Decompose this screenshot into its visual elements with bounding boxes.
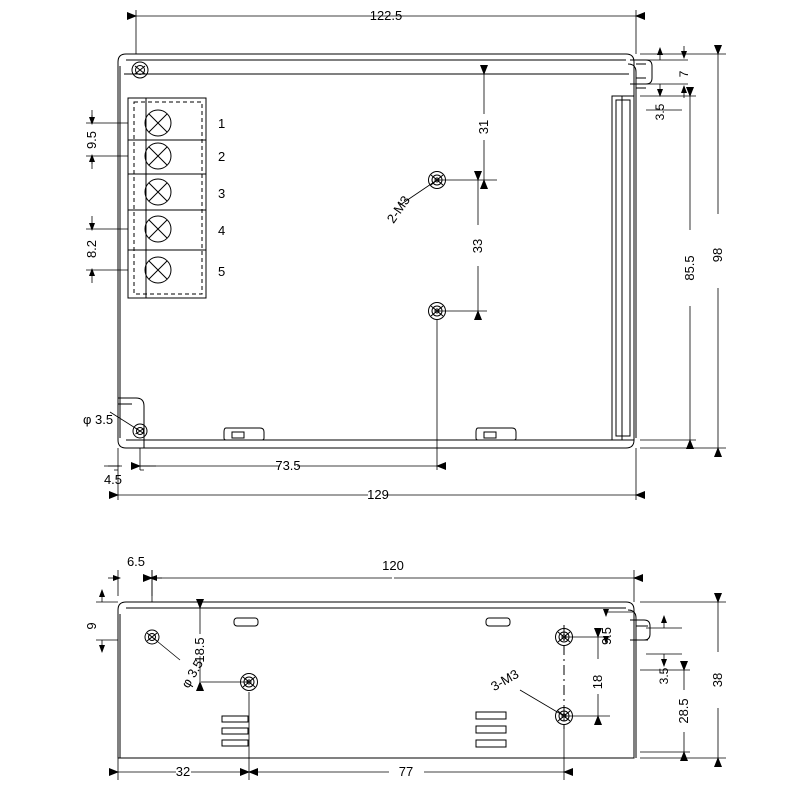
dim-8-2: 8.2: [84, 239, 99, 259]
dim-120: 120: [382, 558, 404, 573]
terminal-pin-3: 3: [218, 186, 226, 201]
label-2-m3: 2-M3: [383, 192, 413, 226]
dim-18-side: 18: [590, 674, 605, 690]
side-view-body: [118, 602, 650, 758]
dim-9-5: 9.5: [84, 130, 99, 150]
dim-6-5: 6.5: [126, 554, 146, 569]
dim-38: 38: [710, 672, 725, 688]
dim-3-5-side: 3.5: [657, 667, 671, 685]
dim-18-5: 18.5: [192, 637, 207, 663]
terminal-pin-2: 2: [218, 149, 226, 164]
dim-33: 33: [470, 238, 485, 254]
dim-32: 32: [175, 764, 191, 779]
dim-9-5-side: 9.5: [599, 626, 614, 646]
dim-7: 7: [677, 70, 691, 78]
terminal-pin-5: 5: [218, 264, 226, 279]
dim-77: 77: [398, 764, 414, 779]
dim-3-5-top: 3.5: [653, 103, 667, 121]
dim-4-5: 4.5: [103, 472, 123, 487]
dim-129: 129: [367, 487, 389, 502]
dim-122-5: 122.5: [369, 8, 403, 23]
terminal-block: [128, 98, 206, 298]
dim-73-5: 73.5: [275, 458, 301, 473]
label-phi-3-5-top: φ 3.5: [82, 412, 114, 427]
dim-85-5: 85.5: [682, 255, 697, 281]
terminal-pin-1: 1: [218, 116, 226, 131]
dim-98: 98: [710, 247, 725, 263]
terminal-pin-4: 4: [218, 223, 226, 238]
label-3-m3: 3-M3: [488, 666, 522, 695]
dim-9: 9: [84, 622, 99, 630]
dim-28-5: 28.5: [676, 698, 691, 724]
label-phi-3-5-side: φ 3.5: [178, 656, 207, 691]
dim-31: 31: [476, 119, 491, 135]
